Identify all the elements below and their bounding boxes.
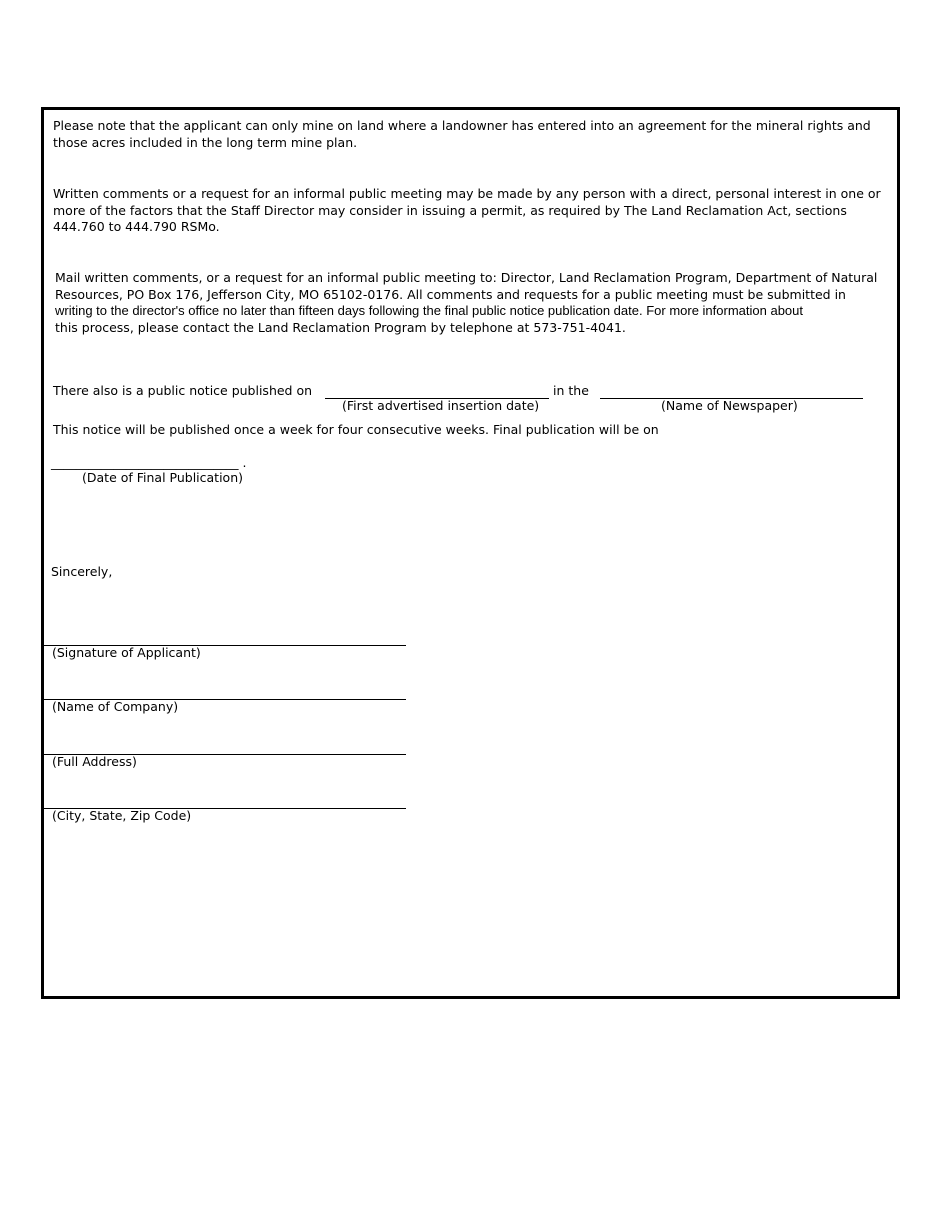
newspaper-name-label: (Name of Newspaper) bbox=[661, 398, 798, 413]
form-border bbox=[41, 107, 900, 999]
text-line: those acres included in the long term mine plan. bbox=[53, 134, 358, 150]
text-line: more of the factors that the Staff Director may consider in issuing a permit, as required by The Land Reclamation Act, sections bbox=[53, 202, 847, 218]
text-line: 444.760 to 444.790 RSMo. bbox=[53, 219, 220, 234]
text-line: this process, please contact the Land Reclamation Program by telephone at 573-751-4041. bbox=[55, 319, 626, 335]
company-name-label: (Name of Company) bbox=[52, 699, 179, 714]
text-line: Please note that the applicant can only mine on land where a landowner has entered into an agreement for the mineral rights and bbox=[53, 118, 871, 133]
text-line: Written comments or a request for an informal public meeting may be made by any person with a direct, personal interest in one or bbox=[53, 186, 881, 201]
weekly-publication-text: This notice will be published once a week for four consecutive weeks. Final publication will be on bbox=[53, 422, 659, 437]
in-the-text: in the bbox=[553, 383, 589, 398]
city-state-zip-label: (City, State, Zip Code) bbox=[52, 808, 192, 823]
text-line: Mail written comments, or a request for an informal public meeting to: Director, Land Reclamation Program, Department of Natural bbox=[55, 270, 878, 285]
mail-comments-paragraph bbox=[55, 270, 878, 336]
comments-paragraph bbox=[53, 186, 881, 236]
first-insertion-date-label: (First advertised insertion date) bbox=[342, 398, 540, 413]
mineral-rights-paragraph bbox=[53, 118, 873, 151]
full-address-label: (Full Address) bbox=[52, 754, 137, 769]
text-line: writing to the director's office no later than fifteen days following the final public notice publication date. For more information about bbox=[55, 303, 803, 318]
final-publication-date-field[interactable]: ______________________________ . bbox=[51, 455, 247, 470]
text-line: Resources, PO Box 176, Jefferson City, MO 65102-0176. All comments and requests for a public meeting must be submitted in bbox=[55, 286, 846, 302]
public-notice-intro: There also is a public notice published on bbox=[53, 383, 313, 398]
sincerely-text: Sincerely, bbox=[51, 564, 113, 579]
final-publication-date-label: (Date of Final Publication) bbox=[82, 470, 244, 485]
signature-label: (Signature of Applicant) bbox=[52, 645, 201, 660]
